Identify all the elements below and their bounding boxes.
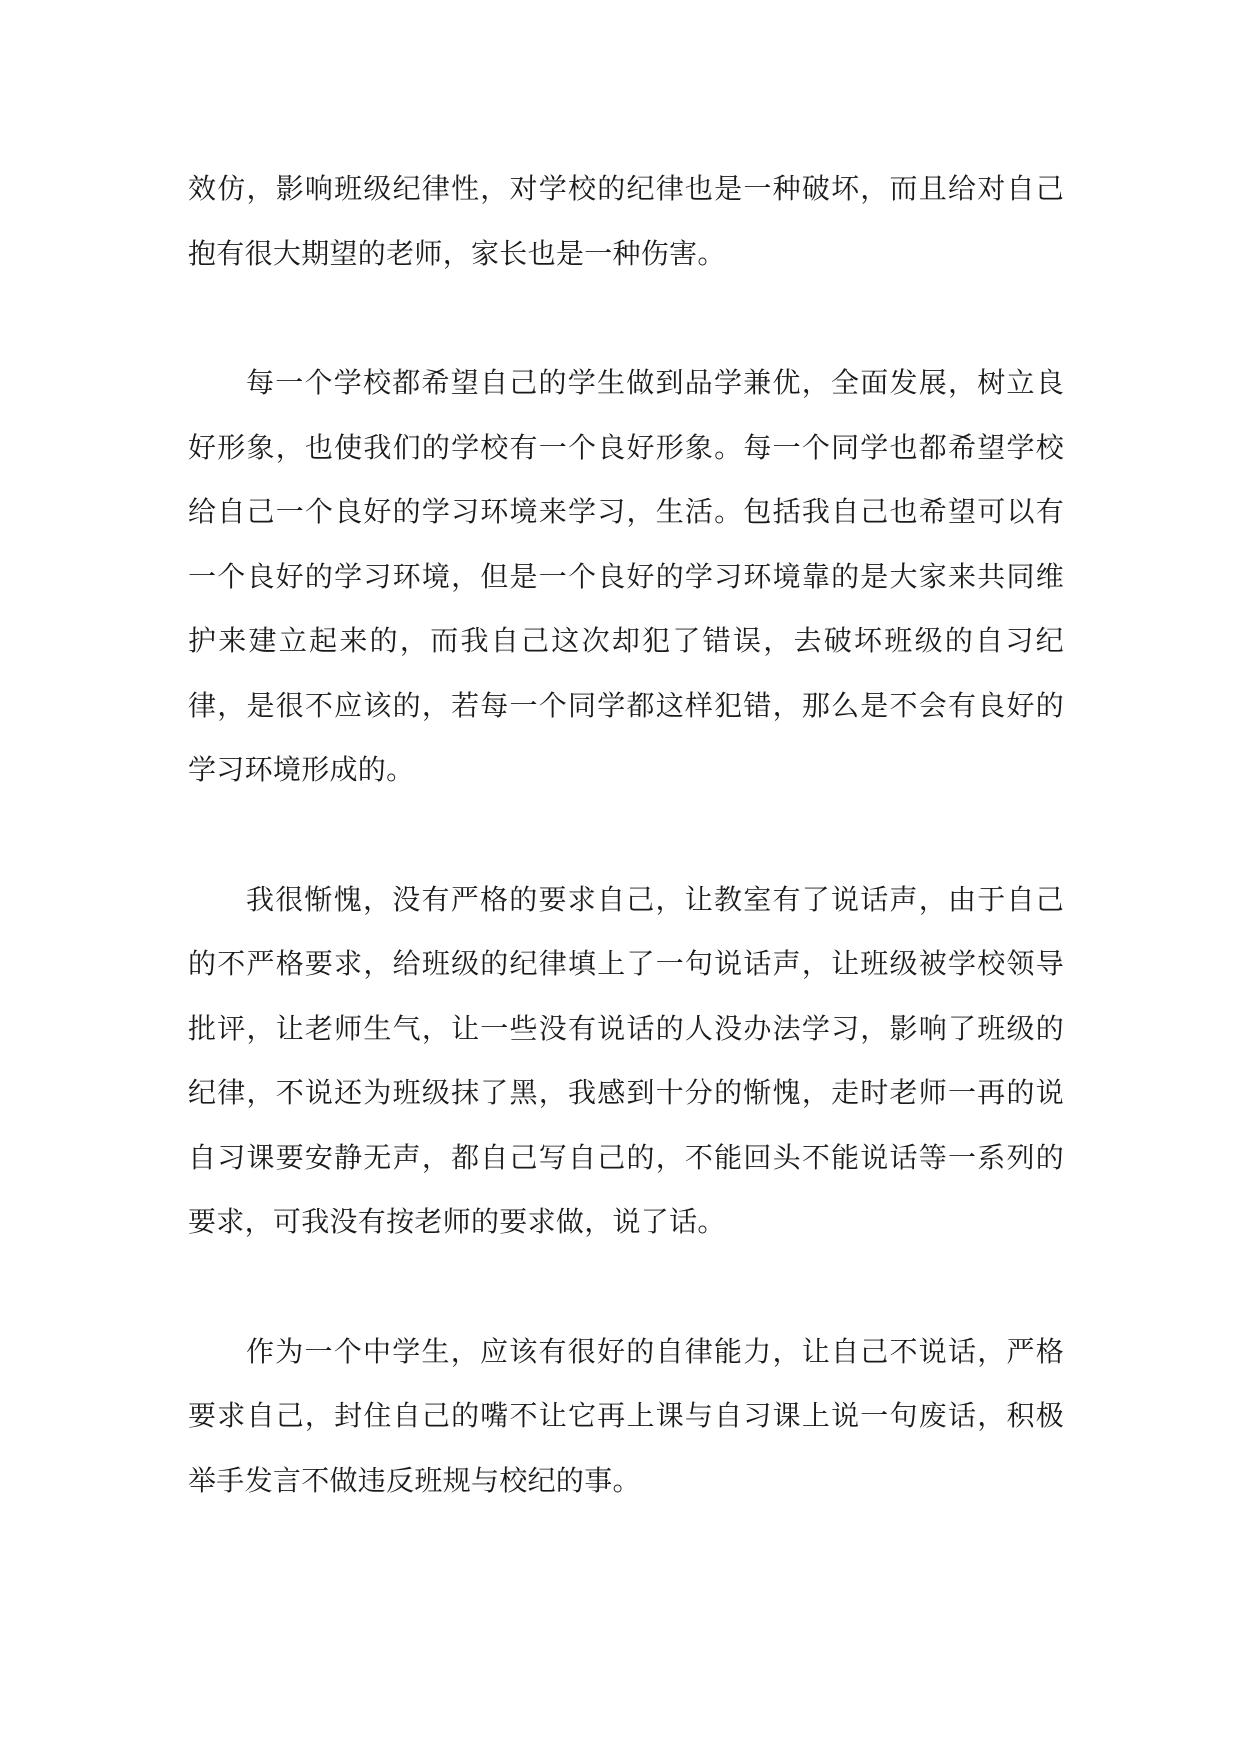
- paragraph-4: 作为一个中学生，应该有很好的自律能力，让自己不说话，严格要求自己，封住自己的嘴不让它再上课与自习课上说一句废话，积极举手发言不做违反班规与校纪的事。: [188, 1334, 1064, 1497]
- paragraph-2: 每一个学校都希望自己的学生做到品学兼优，全面发展，树立良好形象，也使我们的学校有一个良好形象。每一个同学也都希望学校给自己一个良好的学习环境来学习，生活。包括我自己也希望可以有一个良好的学习环境，但是一个良好的学习环境靠的是大家来共同维护来建立起来的，而我自己这次却犯了错误，去破坏班级的自习纪律，是很不应该的，若每一个同学都这样犯错，那么是不会有良好的学习环境形成的。: [188, 366, 1064, 786]
- paragraph-3: 我很惭愧，没有严格的要求自己，让教室有了说话声，由于自己的不严格要求，给班级的纪律填上了一句说话声，让班级被学校领导批评，让老师生气，让一些没有说话的人没办法学习，影响了班级的纪律，不说还为班级抹了黑，我感到十分的惭愧，走时老师一再的说自习课要安静无声，都自己写自己的，不能回头不能说话等一系列的要求，可我没有按老师的要求做，说了话。: [188, 882, 1064, 1238]
- document-body: [188, 157, 1064, 1578]
- paragraph-1: 效仿，影响班级纪律性，对学校的纪律也是一种破坏，而且给对自己抱有很大期望的老师，家长也是一种伤害。: [188, 172, 1064, 270]
